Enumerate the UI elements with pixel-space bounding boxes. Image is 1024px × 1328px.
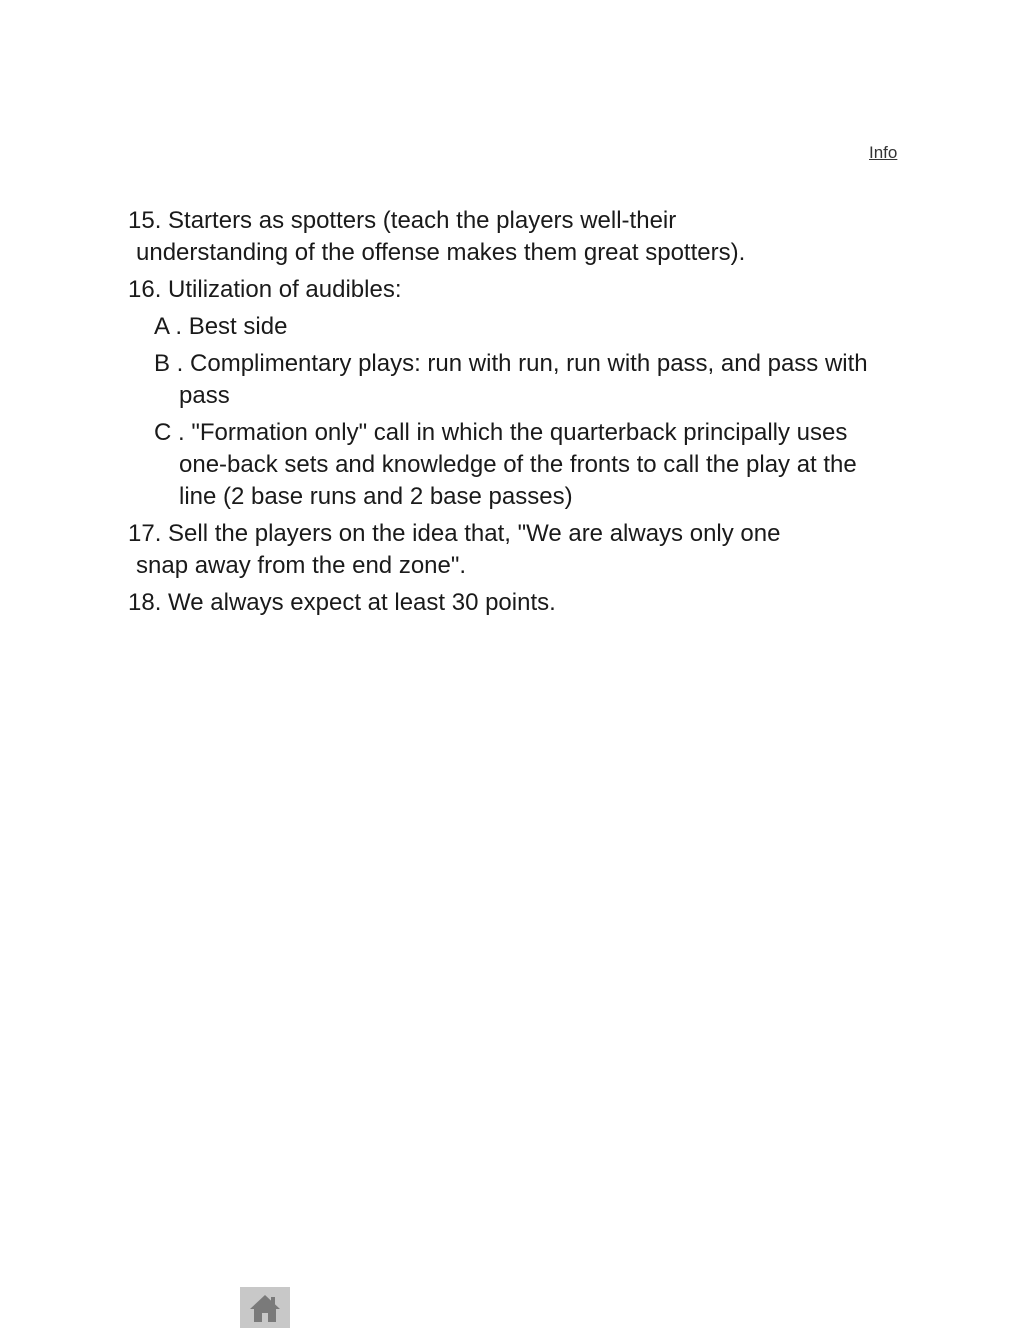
list-item-15	[128, 205, 898, 269]
list-item-text: 16. Utilization of audibles:	[128, 276, 402, 303]
sub-item-letter: A .	[154, 313, 183, 340]
list-item-16	[128, 274, 898, 306]
sub-item-b	[128, 348, 898, 412]
sub-item-text: Best side	[188, 313, 288, 340]
list-item-text: 15. Starters as spotters (teach the players well-their	[128, 207, 677, 234]
sub-item-letter: C .	[154, 419, 185, 446]
sub-item-letter: B .	[154, 350, 184, 377]
sub-item-c	[128, 417, 898, 513]
list-item-17	[128, 518, 898, 582]
list-item-18	[128, 587, 898, 619]
list-item-text: 17. Sell the players on the idea that, "We are always only one	[128, 520, 781, 547]
info-link[interactable]: Info	[869, 143, 898, 162]
home-icon	[248, 1292, 282, 1324]
sub-item-text: "Formation only" call in which the quarterback principally uses one-back sets and knowledge of the fronts to call the play at the line (2 base runs and 2 base passes)	[179, 419, 857, 510]
document-body	[128, 205, 898, 624]
list-item-text-continued: understanding of the offense makes them great spotters).	[136, 239, 746, 266]
home-button[interactable]	[240, 1287, 290, 1328]
sub-item-a	[128, 311, 898, 343]
list-item-text: 18. We always expect at least 30 points.	[128, 589, 556, 616]
list-item-text-continued: snap away from the end zone".	[136, 552, 467, 579]
sub-item-text: Complimentary plays: run with run, run with pass, and pass with pass	[179, 350, 868, 409]
